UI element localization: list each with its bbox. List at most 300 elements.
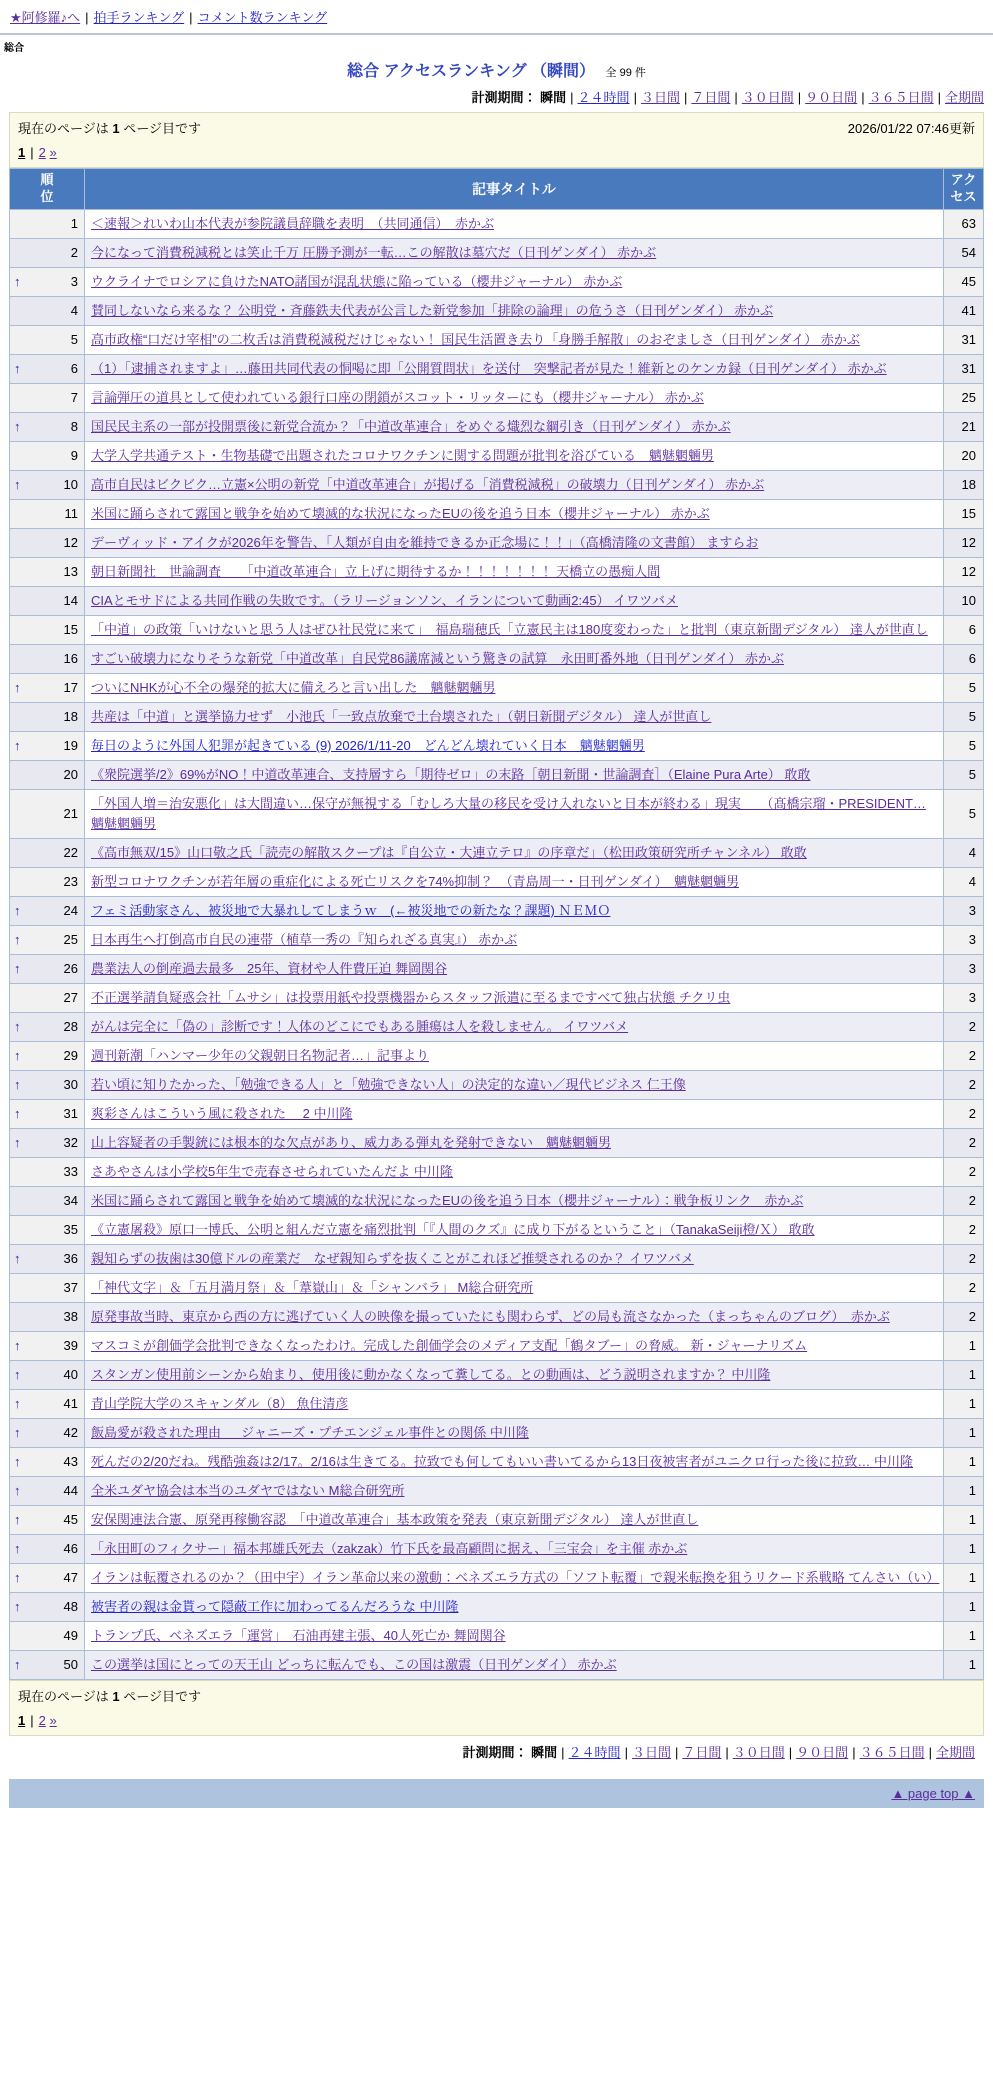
separator: |	[725, 1744, 729, 1760]
rank-cell	[10, 1331, 85, 1360]
article-link[interactable]: さあやさんは小学校5年生で売春させられていたんだよ 中川隆	[91, 1163, 453, 1179]
rank-value: 10	[63, 477, 78, 493]
table-header-row	[10, 169, 984, 210]
table-row	[10, 586, 984, 615]
up-arrow-icon: ↑	[14, 361, 21, 377]
period-current: 瞬間	[540, 90, 567, 105]
article-link[interactable]: 《高市無双/15》山口敬之氏「読売の解散スクープは『自公立・大連立テロ』の序章だ」（松田政策研究所チャンネル） 敢敢	[91, 844, 807, 860]
title-cell	[85, 441, 944, 470]
article-link[interactable]: 山上容疑者の手製銃には根本的な欠点があり、威力ある弾丸を発射できない 魑魅魍魎男	[91, 1134, 612, 1150]
article-link[interactable]: 青山学院大学のスキャンダル（8） 魚住清彦	[91, 1395, 349, 1411]
ranking-table	[9, 168, 984, 1680]
page-number-link[interactable]: »	[49, 1712, 57, 1728]
title-cell	[85, 325, 944, 354]
period-current: 瞬間	[531, 1744, 558, 1760]
up-arrow-icon: ↑	[14, 1019, 21, 1035]
separator: |	[797, 90, 802, 105]
rank-value: 26	[63, 961, 78, 977]
rank-header: 順 位	[10, 169, 85, 210]
access-count: 2	[944, 1157, 984, 1186]
up-arrow-icon: ↑	[14, 1657, 21, 1673]
up-arrow-icon: ↑	[14, 903, 21, 919]
update-timestamp: 2026/01/22 07:46更新	[847, 121, 975, 136]
access-count: 1	[944, 1418, 984, 1447]
rank-cell	[10, 1505, 85, 1534]
article-link[interactable]: ウクライナでロシアに負けたNATO諸国が混乱状態に陥っている（櫻井ジャーナル） 赤かぶ	[91, 273, 623, 289]
title-cell	[85, 1302, 944, 1331]
period-label: 計測期間：	[471, 90, 541, 105]
rank-value: 2	[70, 245, 78, 261]
title-cell	[85, 925, 944, 954]
access-count: 1	[944, 1360, 984, 1389]
rank-cell	[10, 1244, 85, 1273]
period-link[interactable]: ３０日間	[732, 1744, 785, 1760]
rank-value: 18	[63, 709, 78, 725]
access-count: 6	[944, 644, 984, 673]
article-link[interactable]: 高市自民はビクビク…立憲×公明の新党「中道改革連合」が掲げる「消費税減税」の破壊力（日刊ゲンダイ） 赤かぶ	[91, 476, 765, 492]
rank-value: 5	[70, 332, 78, 348]
table-row	[10, 789, 984, 838]
period-link[interactable]: ９０日間	[796, 1744, 849, 1760]
article-link[interactable]: 死んだの2/20だね。残酷強姦は2/17。2/16は生きてる。拉致でも何してもいい書いてるから13日夜被害者がユニクロ行った後に拉致… 中川隆	[91, 1453, 913, 1469]
article-link[interactable]: 賛同しないなら来るな？ 公明党・斉藤鉄夫代表が公言した新党参加「排除の論理」の危うさ（日刊ゲンダイ） 赤かぶ	[91, 302, 774, 318]
title-cell	[85, 1592, 944, 1621]
rank-cell	[10, 838, 85, 867]
access-count: 63	[944, 209, 984, 238]
top-link[interactable]: コメント数ランキング	[197, 10, 328, 25]
separator: |	[928, 1744, 932, 1760]
article-link[interactable]: 爽彩さんはこういう風に殺された ＿2 中川隆	[91, 1105, 353, 1121]
rank-cell	[10, 586, 85, 615]
article-link[interactable]: 日本再生へ打倒高市自民の連帯（植草一秀の『知られざる真実』） 赤かぶ	[91, 931, 518, 947]
article-link[interactable]: 飯島愛が殺された理由 ＿ ジャニーズ・プチエンジェル事件との関係 中川隆	[91, 1424, 529, 1440]
table-row	[10, 925, 984, 954]
rank-value: 1	[70, 216, 78, 232]
period-link[interactable]: ３６５日間	[868, 90, 934, 105]
rank-value: 20	[63, 767, 78, 783]
access-count: 2	[944, 1273, 984, 1302]
rank-value: 50	[63, 1657, 78, 1673]
rank-cell	[10, 1273, 85, 1302]
table-row	[10, 354, 984, 383]
table-row	[10, 528, 984, 557]
up-arrow-icon: ↑	[14, 1135, 21, 1151]
article-link[interactable]: デーヴィッド・アイクが2026年を警告、「人類が自由を維持できるか正念場に！！」（高橋清隆の文書館） ますらお	[91, 534, 759, 550]
rank-value: 11	[64, 506, 78, 522]
rank-value: 40	[63, 1367, 78, 1383]
period-link[interactable]: 全期間	[935, 1744, 975, 1760]
article-link[interactable]: 大学入学共通テスト・生物基礎で出題されたコロナワクチンに関する問題が批判を浴びている 魑魅魍魎男	[91, 447, 714, 463]
title-cell	[85, 470, 944, 499]
article-link[interactable]: がんは完全に「偽の」診断です！人体のどこにでもある腫瘍は人を殺しません。 イワツバメ	[91, 1018, 629, 1034]
period-link[interactable]: ７日間	[691, 90, 731, 105]
access-count: 1	[944, 1447, 984, 1476]
rank-value: 39	[63, 1338, 78, 1354]
rank-cell	[10, 1447, 85, 1476]
rank-value: 4	[70, 303, 78, 319]
up-arrow-icon: ↑	[14, 1077, 21, 1093]
title-cell	[85, 644, 944, 673]
up-arrow-icon: ↑	[14, 1396, 21, 1412]
current-page-number: 1	[112, 1688, 120, 1704]
table-row	[10, 1592, 984, 1621]
page-title: 総合 アクセスランキング （瞬間）	[347, 63, 596, 80]
access-count: 1	[944, 1389, 984, 1418]
article-link[interactable]: 「神代文字」＆「五月満月祭」＆「葦嶽山」＆「シャンバラ」 M総合研究所	[91, 1279, 534, 1295]
rank-cell	[10, 1157, 85, 1186]
rank-value: 38	[63, 1309, 78, 1325]
article-link[interactable]: 朝日新聞社 世論調査 「中道改革連合」立上げに期待するか！！！！！！！ 天橋立の愚痴人間	[91, 563, 661, 579]
access-count: 31	[944, 354, 984, 383]
top-link[interactable]: ★阿修羅♪へ	[10, 10, 81, 25]
separator: |	[189, 10, 193, 25]
rank-cell	[10, 1563, 85, 1592]
access-count: 1	[944, 1650, 984, 1679]
period-selector-top	[0, 81, 993, 112]
rank-value: 46	[63, 1541, 78, 1557]
table-row	[10, 954, 984, 983]
title-cell	[85, 1215, 944, 1244]
rank-cell	[10, 296, 85, 325]
up-arrow-icon: ↑	[14, 1599, 21, 1615]
rank-cell	[10, 983, 85, 1012]
article-link[interactable]: 高市政権“口だけ宰相”の二枚舌は消費税減税だけじゃない！ 国民生活置き去り「身勝手解散」のおぞましさ（日刊ゲンダイ） 赤かぶ	[91, 331, 860, 347]
up-arrow-icon: ↑	[14, 477, 21, 493]
title-cell	[85, 557, 944, 586]
page-number-link[interactable]: 2	[38, 145, 46, 160]
table-row	[10, 838, 984, 867]
access-count: 21	[944, 412, 984, 441]
access-count: 1	[944, 1476, 984, 1505]
rank-cell	[10, 557, 85, 586]
rank-value: 41	[63, 1396, 78, 1412]
rank-cell	[10, 267, 85, 296]
article-link[interactable]: 原発事故当時、東京から西の方に逃げていく人の映像を撮っていたにも関わらず、どの局も流さなかった（まっちゃんのブログ） 赤かぶ	[91, 1308, 890, 1324]
table-row	[10, 325, 984, 354]
table-row	[10, 1244, 984, 1273]
table-row	[10, 412, 984, 441]
access-count: 12	[944, 528, 984, 557]
page-number-link[interactable]: »	[49, 145, 57, 160]
rank-value: 44	[63, 1483, 78, 1499]
access-count: 2	[944, 1244, 984, 1273]
table-row	[10, 499, 984, 528]
article-link[interactable]: 毎日のように外国人犯罪が起きている (9) 2026/1/11-20 どんどん壊れていく日本 魑魅魍魎男	[91, 737, 645, 753]
title-cell	[85, 1273, 944, 1302]
rank-value: 17	[63, 680, 78, 696]
table-row	[10, 1041, 984, 1070]
page-number-link[interactable]: 2	[38, 1712, 46, 1728]
rank-cell	[10, 1621, 85, 1650]
article-link[interactable]: 親知らずの抜歯は30億ドルの産業だ なぜ親知らずを抜くことがこれほど推奨されるのか？ イワツバメ	[91, 1250, 694, 1266]
article-link[interactable]: マスコミが創価学会批判できなくなったわけ。完成した創価学会のメディア支配「鶴タブー」の脅威。 新・ジャーナリズム	[91, 1337, 808, 1353]
title-cell	[85, 499, 944, 528]
up-arrow-icon: ↑	[14, 932, 21, 948]
total-count: 全 99 件	[605, 67, 646, 79]
current-page-number: 1	[112, 121, 120, 136]
rank-cell	[10, 644, 85, 673]
article-link[interactable]: 全米ユダヤ協会は本当のユダヤではない M総合研究所	[91, 1482, 405, 1498]
rank-cell	[10, 383, 85, 412]
rank-value: 22	[63, 845, 78, 861]
title-cell	[85, 354, 944, 383]
table-row	[10, 1215, 984, 1244]
title-cell	[85, 528, 944, 557]
table-row	[10, 441, 984, 470]
table-row	[10, 644, 984, 673]
rank-value: 49	[63, 1628, 78, 1644]
article-link[interactable]: 「中道」の政策「いけないと思う人はぜひ社民党に来て」 福島瑞穂氏「立憲民主は180度変わった」と批判（東京新聞デジタル） 達人が世直し	[91, 621, 928, 637]
rank-cell	[10, 760, 85, 789]
up-arrow-icon: ↑	[14, 274, 21, 290]
article-link[interactable]: 安保関連法合憲、原発再稼働容認 「中道改革連合」基本政策を発表（東京新聞デジタル） 達人が世直し	[91, 1511, 699, 1527]
up-arrow-icon: ↑	[14, 419, 21, 435]
up-arrow-icon: ↑	[14, 1048, 21, 1064]
access-count: 15	[944, 499, 984, 528]
title-cell	[85, 1505, 944, 1534]
separator: |	[633, 90, 637, 105]
title-cell	[85, 1534, 944, 1563]
rank-value: 47	[63, 1570, 78, 1586]
table-row	[10, 238, 984, 267]
article-link[interactable]: すごい破壊力になりそうな新党「中道改革」自民党86議席減という驚きの試算 永田町番外地（日刊ゲンダイ） 赤かぶ	[91, 650, 785, 666]
page-top-link[interactable]: ▲ page top ▲	[891, 1785, 975, 1801]
access-count: 54	[944, 238, 984, 267]
rank-cell	[10, 731, 85, 760]
rank-value: 33	[63, 1164, 78, 1180]
page-info: 現在のページは 1 ページ目です	[18, 121, 201, 136]
rank-cell	[10, 1041, 85, 1070]
article-link[interactable]: ついにNHKが心不全の爆発的拡大に備えろと言い出した 魑魅魍魎男	[91, 679, 496, 695]
up-arrow-icon: ↑	[14, 1541, 21, 1557]
access-count: 3	[944, 954, 984, 983]
period-link[interactable]: ３日間	[631, 1744, 671, 1760]
separator: |	[937, 90, 941, 105]
rank-cell	[10, 954, 85, 983]
article-link[interactable]: トランプ氏、ベネズエラ「運営」 石油再建主張、40人死亡か 舞岡関谷	[91, 1627, 506, 1643]
up-arrow-icon: ↑	[14, 961, 21, 977]
title-cell	[85, 296, 944, 325]
rank-cell	[10, 238, 85, 267]
rank-cell	[10, 673, 85, 702]
access-count: 2	[944, 1012, 984, 1041]
title-cell	[85, 267, 944, 296]
table-row	[10, 1157, 984, 1186]
rank-cell	[10, 1476, 85, 1505]
rank-cell	[10, 1534, 85, 1563]
article-link[interactable]: 不正選挙請負疑惑会社「ムサシ」は投票用紙や投票機器からスタッフ派遣に至るまですべて独占状態 チクリ虫	[91, 989, 731, 1005]
period-link[interactable]: ３０日間	[741, 90, 794, 105]
rank-value: 19	[63, 738, 78, 754]
up-arrow-icon: ↑	[14, 1454, 21, 1470]
period-link[interactable]: 全期間	[944, 90, 984, 105]
table-row	[10, 383, 984, 412]
article-link[interactable]: 国民民主系の一部が投開票後に新党合流か？「中道改革連合」をめぐる熾烈な綱引き（日刊ゲンダイ） 赤かぶ	[91, 418, 731, 434]
access-count: 3	[944, 983, 984, 1012]
up-arrow-icon: ↑	[14, 1512, 21, 1528]
article-link[interactable]: 《立憲屠殺》原口一博氏、公明と組んだ立憲を痛烈批判「『人間のクズ』に成り下がるということ」（TanakaSeiji橙/Ｘ） 敢敢	[91, 1221, 815, 1237]
rank-cell	[10, 1099, 85, 1128]
separator: |	[861, 90, 865, 105]
rank-value: 9	[70, 448, 78, 464]
rank-value: 15	[63, 622, 78, 638]
up-arrow-icon: ↑	[14, 738, 21, 754]
article-link[interactable]: 「外国人増＝治安悪化」は大間違い…保守が無視する「むしろ大量の移民を受け入れないと日本が終わる」現実 （髙橋宗瑠・PRESIDENT… 魑魅魍魎男	[91, 795, 926, 831]
article-link[interactable]: 週刊新潮「ハンマー少年の父親朝日名物記者…」記事より	[91, 1047, 430, 1063]
table-row	[10, 209, 984, 238]
table-row	[10, 1389, 984, 1418]
access-count: 4	[944, 867, 984, 896]
rank-cell	[10, 1215, 85, 1244]
table-row	[10, 470, 984, 499]
article-link[interactable]: 共産は「中道」と選挙協力せず 小池氏「一致点放棄で土台壊された」（朝日新聞デジタル） 達人が世直し	[91, 708, 712, 724]
pagination-bar-top	[9, 112, 984, 168]
rank-value: 12	[63, 535, 78, 551]
title-cell	[85, 238, 944, 267]
category-label: 総合	[4, 43, 24, 54]
table-row	[10, 1302, 984, 1331]
separator: |	[561, 1744, 565, 1760]
pagination-bar-bottom	[9, 1680, 984, 1736]
article-link[interactable]: 農業法人の倒産過去最多 25年、資材や人件費圧迫 舞岡関谷	[91, 960, 448, 976]
access-count: 1	[944, 1621, 984, 1650]
title-cell	[85, 586, 944, 615]
article-link[interactable]: この選挙は国にとっての天王山 どっちに転んでも、この国は激震（日刊ゲンダイ） 赤かぶ	[91, 1656, 617, 1672]
page-links	[18, 145, 975, 160]
top-link[interactable]: 拍手ランキング	[93, 10, 185, 25]
rank-value: 24	[63, 903, 78, 919]
table-row	[10, 1418, 984, 1447]
up-arrow-icon: ↑	[14, 1251, 21, 1267]
article-link[interactable]: フェミ活動家さん、被災地で大暴れしてしまうｗ (←被災地での新たな？課題) ＮＥＭＯ	[91, 902, 611, 918]
article-link[interactable]: 今になって消費税減税とは笑止千万 圧勝予測が一転…この解散は墓穴だ（日刊ゲンダイ） 赤かぶ	[91, 244, 657, 260]
period-link[interactable]: ２４時間	[568, 1744, 621, 1760]
access-count: 3	[944, 896, 984, 925]
rank-value: 30	[63, 1077, 78, 1093]
access-header: アク セス	[944, 169, 984, 210]
rank-cell	[10, 354, 85, 383]
rank-cell	[10, 470, 85, 499]
table-row	[10, 1128, 984, 1157]
period-link[interactable]: ３日間	[640, 90, 680, 105]
article-link[interactable]: イランは転覆されるのか？（田中宇）イラン革命以来の激動：ベネズエラ方式の「ソフト転覆」で親米転換を狙うリクード系戦略 てんさい（い）	[91, 1569, 940, 1585]
article-link[interactable]: 《衆院選挙/2》69%がNO！中道改革連合、支持層すら「期待ゼロ」の末路［朝日新聞・世論調査］（Elaine Pura Arte） 敢敢	[91, 766, 811, 782]
table-row	[10, 1186, 984, 1215]
title-cell	[85, 896, 944, 925]
period-link[interactable]: ７日間	[682, 1744, 722, 1760]
title-cell	[85, 1157, 944, 1186]
title-cell	[85, 867, 944, 896]
access-count: 4	[944, 838, 984, 867]
access-count: 25	[944, 383, 984, 412]
separator: |	[734, 90, 738, 105]
article-link[interactable]: 米国に踊らされて露国と戦争を始めて壊滅的な状況になったEUの後を追う日本（櫻井ジャーナル） 赤かぶ	[91, 505, 710, 521]
title-cell	[85, 1070, 944, 1099]
access-count: 5	[944, 702, 984, 731]
title-cell	[85, 1389, 944, 1418]
table-row	[10, 867, 984, 896]
access-count: 1	[944, 1563, 984, 1592]
separator: |	[30, 145, 34, 160]
title-cell	[85, 1186, 944, 1215]
title-cell	[85, 1128, 944, 1157]
separator: |	[85, 10, 89, 25]
rank-cell	[10, 412, 85, 441]
separator: |	[30, 1712, 34, 1728]
access-count: 10	[944, 586, 984, 615]
article-link[interactable]: （1）「逮捕されますよ」…藤田共同代表の恫喝に即「公開質問状」を送付 突撃記者が見た！維新とのケンカ録（日刊ゲンダイ） 赤かぶ	[91, 360, 887, 376]
up-arrow-icon: ↑	[14, 1483, 21, 1499]
up-arrow-icon: ↑	[14, 1338, 21, 1354]
table-row	[10, 983, 984, 1012]
title-cell	[85, 1099, 944, 1128]
period-link[interactable]: ９０日間	[805, 90, 858, 105]
rank-cell	[10, 209, 85, 238]
rank-cell	[10, 789, 85, 838]
title-header: 記事タイトル	[85, 169, 944, 210]
period-link[interactable]: ３６５日間	[859, 1744, 925, 1760]
table-row	[10, 1099, 984, 1128]
article-link[interactable]: CIAとモサドによる共同作戦の失敗です。（ラリージョンソン、イランについて動画2:45） イワツバメ	[91, 592, 678, 608]
separator: |	[624, 1744, 628, 1760]
title-cell	[85, 954, 944, 983]
page-number-current: 1	[18, 145, 26, 160]
title-cell	[85, 702, 944, 731]
access-count: 1	[944, 1331, 984, 1360]
rank-value: 7	[70, 390, 78, 406]
article-link[interactable]: 「永田町のフィクサー」福本邦雄氏死去（zakzak）竹下氏を最高顧問に据え、「三宝会」を主催 赤かぶ	[91, 1540, 688, 1556]
rank-value: 13	[63, 564, 78, 580]
table-row	[10, 296, 984, 325]
article-link[interactable]: 被害者の親は金貰って隠蔽工作に加わってるんだろうな 中川隆	[91, 1598, 459, 1614]
article-link[interactable]: スタンガン使用前シーンから始まり、使用後に動かなくなって糞してる。との動画は、どう説明されますか？ 中川隆	[91, 1366, 771, 1382]
rank-value: 14	[63, 593, 78, 609]
table-row	[10, 1621, 984, 1650]
title-cell	[85, 789, 944, 838]
page-info: 現在のページは 1 ページ目です	[18, 1688, 201, 1704]
page-links	[18, 1713, 975, 1728]
article-link[interactable]: 米国に踊らされて露国と戦争を始めて壊滅的な状況になったEUの後を追う日本（櫻井ジャーナル）：戦争板リンク 赤かぶ	[91, 1192, 804, 1208]
article-link[interactable]: 新型コロナワクチンが若年層の重症化による死亡リスクを74%抑制？ （青島周一・日刊ゲンダイ） 魑魅魍魎男	[91, 873, 740, 889]
access-count: 1	[944, 1592, 984, 1621]
access-count: 5	[944, 731, 984, 760]
article-link[interactable]: 若い頃に知りたかった、「勉強できる人」と「勉強できない人」の決定的な違い／現代ビジネス 仁王像	[91, 1076, 686, 1092]
title-cell	[85, 1331, 944, 1360]
title-cell	[85, 1650, 944, 1679]
access-count: 5	[944, 789, 984, 838]
table-row	[10, 267, 984, 296]
title-cell	[85, 838, 944, 867]
rank-value: 8	[70, 419, 78, 435]
separator: |	[788, 1744, 793, 1760]
rank-value: 35	[63, 1222, 78, 1238]
period-link[interactable]: ２４時間	[577, 90, 630, 105]
article-link[interactable]: 言論弾圧の道具として使われている銀行口座の閉鎖がスコット・リッターにも（櫻井ジャーナル） 赤かぶ	[91, 389, 704, 405]
page-heading	[0, 58, 993, 81]
up-arrow-icon: ↑	[14, 1425, 21, 1441]
title-cell	[85, 760, 944, 789]
page-top-bar	[9, 1779, 984, 1808]
table-row	[10, 760, 984, 789]
access-count: 31	[944, 325, 984, 354]
title-cell	[85, 383, 944, 412]
article-link[interactable]: ＜速報＞れいわ山本代表が参院議員辞職を表明 （共同通信） 赤かぶ	[91, 215, 495, 231]
rank-cell	[10, 325, 85, 354]
title-cell	[85, 1012, 944, 1041]
access-count: 41	[944, 296, 984, 325]
page-number-current: 1	[18, 1712, 26, 1728]
rank-value: 42	[63, 1425, 78, 1441]
